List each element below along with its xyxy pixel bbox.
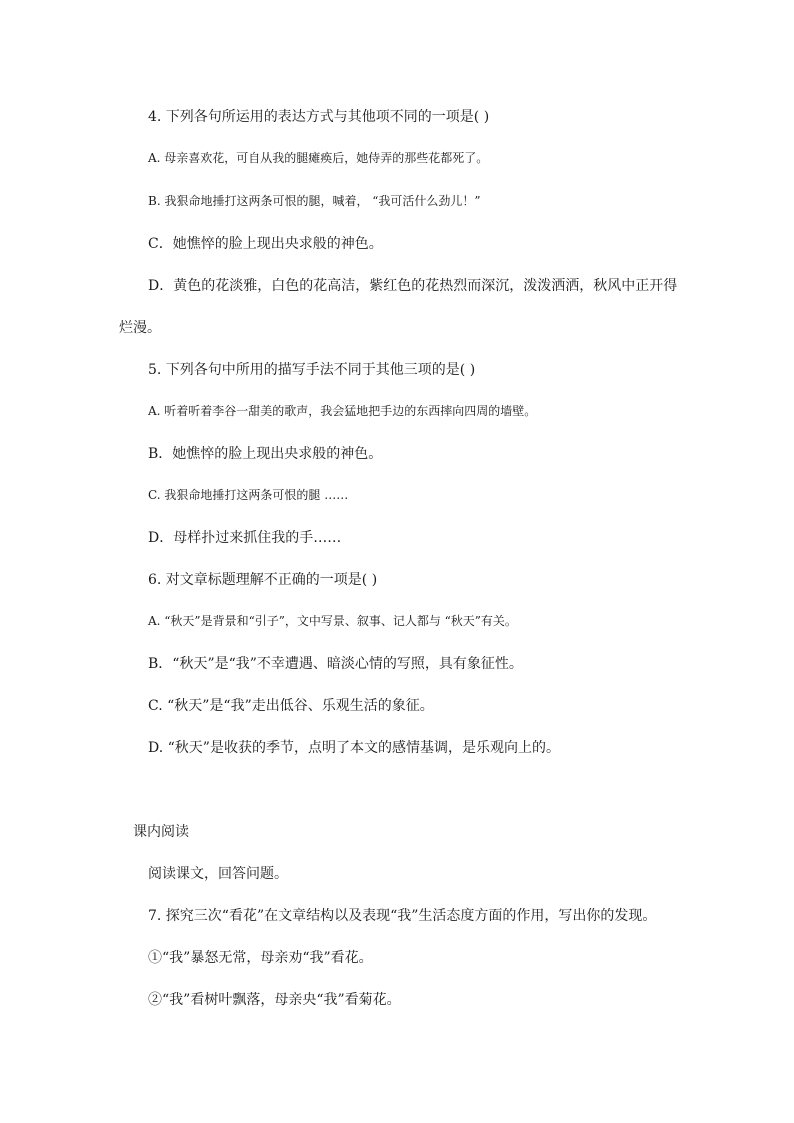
question-7-point-2: ②“我”看树叶飘落，母亲央“我”看菊花。: [148, 992, 401, 1008]
question-4-option-d-line2: 烂漫。: [119, 320, 161, 336]
question-4-option-b: B. 我狠命地捶打这两条可恨的腿，喊着， “我可活什么劲儿！”: [148, 194, 481, 208]
question-5-option-c: C. 我狠命地捶打这两条可恨的腿 ……: [148, 488, 349, 502]
question-7-stem: 7. 探究三次“看花”在文章结构以及表现“我”生活态度方面的作用，写出你的发现。: [148, 908, 657, 924]
question-6-option-a: A. “秋天”是背景和“引子”，文中写景、叙事、记人都与 “秋天”有关。: [148, 614, 517, 628]
question-6-option-c: C. “秋天”是“我”走出低谷、乐观生活的象征。: [148, 698, 434, 714]
question-4-option-a: A. 母亲喜欢花，可自从我的腿瘫痪后，她侍弄的那些花都死了。: [148, 151, 489, 165]
question-6-stem: 6. 对文章标题理解不正确的一项是( ): [148, 572, 378, 588]
question-5-stem: 5. 下列各句中所用的描写手法不同于其他三项的是( ): [148, 362, 476, 378]
question-7-point-1: ①“我”暴怒无常，母亲劝“我”看花。: [148, 950, 373, 966]
question-4-option-c: C．她憔悴的脸上现出央求般的神色。: [148, 236, 383, 252]
section-heading: 课内阅读: [133, 824, 189, 840]
question-5-option-b: B．她憔悴的脸上现出央求般的神色。: [148, 446, 383, 462]
question-5-option-d: D．母样扑过来抓住我的手……: [148, 530, 342, 546]
question-6-option-d: D. “秋天”是收获的季节，点明了本文的感情基调，是乐观向上的。: [148, 740, 560, 756]
question-5-option-a: A. 听着听着李谷一甜美的歌声，我会猛地把手边的东西摔向四周的墙壁。: [148, 404, 537, 418]
question-4-option-d-line1: D．黄色的花淡雅，白色的花高洁，紫红色的花热烈而深沉，泼泼洒洒，秋风中正开得: [148, 278, 678, 294]
question-4-stem: 4. 下列各句所运用的表达方式与其他项不同的一项是( ): [148, 109, 490, 125]
question-6-option-b: B．“秋天”是“我”不幸遭遇、暗淡心情的写照，具有象征性。: [148, 656, 523, 672]
reading-instruction: 阅读课文，回答问题。: [148, 866, 288, 882]
